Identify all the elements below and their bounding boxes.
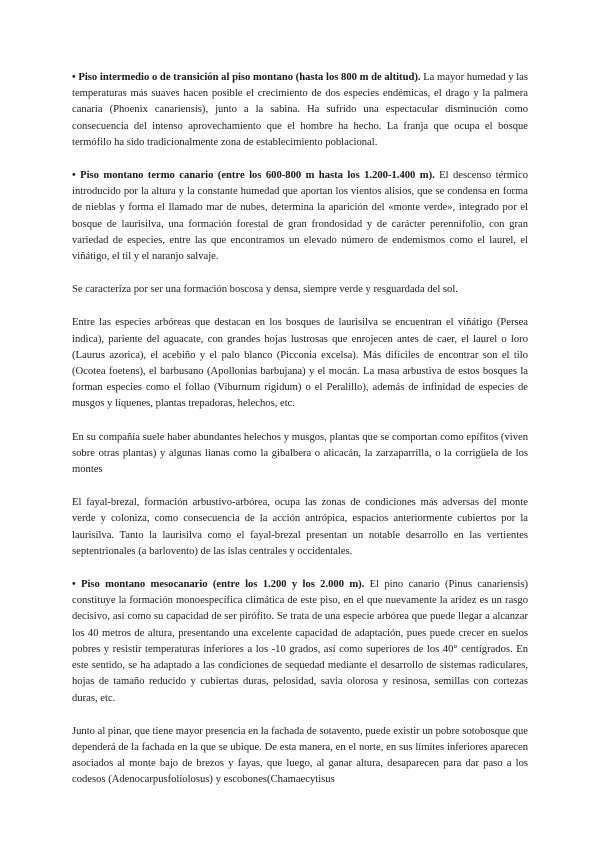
paragraph-text: Entre las especies arbóreas que destacan en los bosques de laurisilva se encuentran el viñátigo (Persea indica), pariente del aguacate, con grandes hojas lustrosas que enrojecen antes de caer, el laurel o loro (Laurus azorica), el acebiño y el palo blanco (Picconia excelsa). Más difíciles de encontrar son el tilo (Ocotea foetens), el barbusano (Apollonias barbujana) y el mocán. La masa arbustiva de estos bosques la forman especies como el follao (Viburnum rigidum) o el Peralillo), además de infinidad de especies de musgos y líquenes, plantas trepadoras, helechos, etc. [72,317,528,410]
paragraph-piso-montano-mesocanario [72,577,528,707]
paragraph-text: El pino canario (Pinus canariensis) constituye la formación monoespecífica climática de este piso, en el que nuevamente la aridez es un rasgo decisivo, así como su capacidad de ser pirófito. Se trata de una especie arbórea que puede llegar a alcanzar los 40 metros de altura, presentando una excelente capacidad de adaptación, pues puede crecer en suelos pobres y resistir temperaturas inferiores a los -10 grados, así como superiores de los 40° centígrados. En este sentido, se ha adaptado a las condiciones de sequedad mediante el desarrollo de sistemas radiculares, hojas de tamaño reducido y cubiertas duras, pelosidad, savia olorosa y resinosa, semillas con cortezas duras, etc. [72,579,528,704]
paragraph-especies-arboreas [72,315,528,412]
paragraph-text: La mayor humedad y las temperaturas más suaves hacen posible el crecimiento de dos especies endémicas, el drago y la palmera canaria (Phoenix canariensis), junto a la sabina. Ha sufrido una espectacular disminución como consecuencia del intenso aprovechamiento que el hombre ha hecho. La franja que ocupa el bosque termófilo ha sido tradicionalmente zona de establecimiento poblacional. [72,72,528,148]
paragraph-pinar [72,724,528,789]
document-body [72,70,528,806]
paragraph-text: Junto al pinar, que tiene mayor presencia en la fachada de sotavento, puede existir un pobre sotobosque que dependerá de la fachada en la que se ubique. De esta manera, en el norte, en sus límites inferiores aparecen asociados al monte bajo de brezos y fayas, que luego, al ganar altura, desaparecen para dar paso a los codesos (Adenocarpusfoliolosus) y escobones(Chamaecytisus [72,725,528,786]
paragraph-heading: • Piso intermedio o de transición al piso montano (hasta los 800 m de altitud). [72,72,421,83]
paragraph-piso-montano-termo [72,168,528,265]
paragraph-text: El descenso térmico introducido por la altura y la constante humedad que aportan los vientos alisios, que se condensa en forma de nieblas y forma el llamado mar de nubes, determina la aparición del «monte verde», integrado por el bosque de laurisilva, una formación forestal de gran frondosidad y de carácter perennifolio, con gran variedad de especies, entre las que encontramos un elevado número de endemismos como el laurel, el viñátigo, el til y el naranjo salvaje. [72,170,528,263]
paragraph-fayal-brezal [72,495,528,560]
paragraph-text: Se caracteriza por ser una formación boscosa y densa, siempre verde y resguardada del sol. [72,284,458,296]
paragraph-piso-intermedio [72,70,528,151]
paragraph-text: El fayal-brezal, formación arbustivo-arbórea, ocupa las zonas de condiciones más adversas del monte verde y coloniza, como consecuencia de la acción antrópica, espacios anteriormente cubiertos por la laurisilva. Tanto la laurisilva como el fayal-brezal presentan un notable desarrollo en las vertientes septentrionales (a barlovento) de las islas centrales y occidentales. [72,497,528,557]
paragraph-heading: • Piso montano mesocanario (entre los 1.200 y los 2.000 m). [72,579,365,591]
paragraph-helechos-musgos [72,430,528,479]
paragraph-heading: • Piso montano termo canario (entre los 600-800 m hasta los 1.200-1.400 m). [72,170,435,182]
paragraph-formacion-boscosa [72,282,528,298]
paragraph-text: En su compañía suele haber abundantes helechos y musgos, plantas que se comportan como epífitos (viven sobre otras plantas) y algunas lianas como la gibalbera o alicacán, la zarzaparrilla, o la corrigüela de los montes [72,431,528,476]
